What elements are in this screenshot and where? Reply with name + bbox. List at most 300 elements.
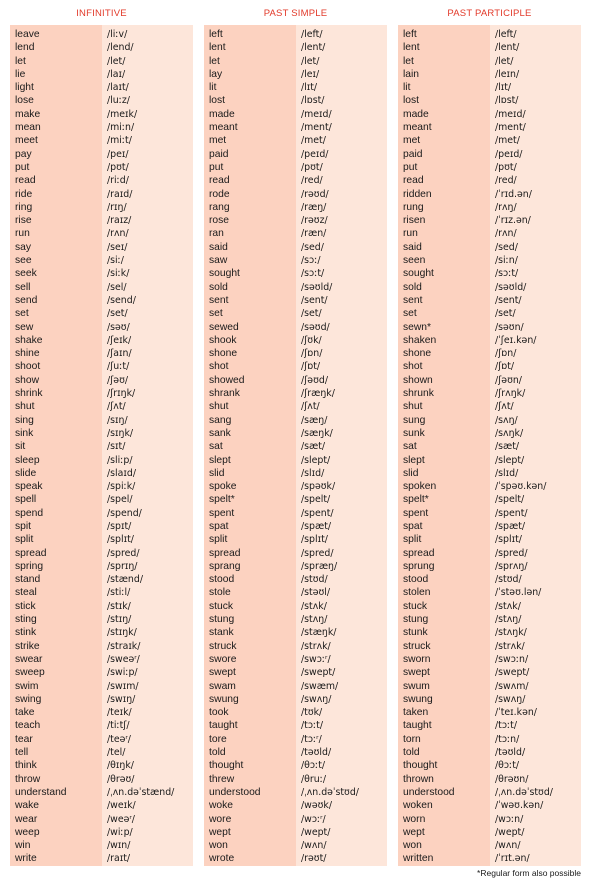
verb-row — [398, 148, 581, 161]
pronunciation: /swɔːn/ — [495, 653, 529, 665]
pronunciation: /peɪ/ — [107, 148, 129, 160]
verb-form: lent — [403, 42, 420, 54]
pronunciation: /spred/ — [495, 547, 528, 559]
verb-row — [10, 826, 193, 839]
pronunciation: /miːt/ — [107, 135, 132, 147]
verb-row — [10, 55, 193, 68]
verb-row — [10, 454, 193, 467]
verb-form: wept — [403, 826, 425, 838]
pronunciation: /rəʊt/ — [301, 853, 327, 865]
verb-form: understood — [209, 786, 261, 798]
pronunciation: /ʃræŋk/ — [301, 388, 335, 400]
verb-row — [204, 41, 387, 54]
pronunciation: /strʌk/ — [495, 640, 525, 652]
verb-row — [10, 759, 193, 772]
verb-row — [10, 852, 193, 865]
verb-form: shook — [209, 334, 237, 346]
pronunciation: /stʊd/ — [495, 574, 522, 586]
verb-row — [10, 281, 193, 294]
verb-form: swam — [209, 680, 236, 692]
pronunciation: /tɔːt/ — [301, 720, 323, 732]
pronunciation: /sprɪŋ/ — [107, 560, 138, 572]
verb-form: sought — [403, 268, 434, 280]
verb-form: spread — [403, 547, 435, 559]
verb-row — [204, 347, 387, 360]
verb-row — [204, 214, 387, 227]
verb-row — [204, 467, 387, 480]
verb-form: rise — [15, 215, 32, 227]
pronunciation: /rʌn/ — [107, 228, 129, 240]
verb-row — [398, 640, 581, 653]
pronunciation: /θruː/ — [301, 773, 327, 785]
verb-form: shut — [15, 401, 35, 413]
verb-form: stood — [403, 574, 429, 586]
verb-form: tore — [209, 733, 227, 745]
verb-row — [398, 201, 581, 214]
verb-row — [204, 55, 387, 68]
verb-row — [398, 387, 581, 400]
verb-row — [204, 520, 387, 533]
verb-row — [10, 773, 193, 786]
verb-form: meet — [15, 135, 38, 147]
verb-row — [10, 719, 193, 732]
verb-form: sank — [209, 427, 231, 439]
verb-form: made — [209, 108, 235, 120]
verb-form: saw — [209, 255, 228, 267]
verb-form: spread — [209, 547, 241, 559]
verb-form: ridden — [403, 188, 432, 200]
pronunciation: /wɪn/ — [107, 840, 131, 852]
pronunciation: /swept/ — [495, 667, 530, 679]
verb-form: sewed — [209, 321, 239, 333]
verb-row — [204, 121, 387, 134]
verb-row — [204, 374, 387, 387]
verb-form: steal — [15, 587, 37, 599]
verb-form: swung — [209, 693, 239, 705]
verb-form: ring — [15, 201, 33, 213]
verb-form: sought — [209, 268, 240, 280]
verb-form: stand — [15, 574, 41, 586]
verb-row — [398, 759, 581, 772]
verb-row — [398, 680, 581, 693]
verb-form: slide — [15, 467, 37, 479]
pronunciation: /sɪt/ — [107, 441, 126, 453]
verb-form: swear — [15, 653, 43, 665]
pronunciation: /left/ — [495, 29, 517, 40]
pronunciation: /tɔːt/ — [495, 720, 517, 732]
verb-row — [398, 666, 581, 679]
verb-row — [398, 174, 581, 187]
pronunciation: /təʊld/ — [301, 747, 332, 759]
verb-row — [204, 533, 387, 546]
verb-form: thrown — [403, 773, 434, 785]
verb-form: lie — [15, 68, 26, 80]
verb-form: pay — [15, 148, 32, 160]
verb-row — [398, 813, 581, 826]
verb-row — [204, 586, 387, 599]
verb-row — [10, 28, 193, 41]
verb-form: lent — [209, 42, 226, 54]
verb-row — [398, 55, 581, 68]
verb-form: tear — [15, 733, 33, 745]
verb-form: met — [403, 135, 421, 147]
verb-row — [204, 573, 387, 586]
pronunciation: /ʃəʊ/ — [107, 374, 129, 386]
pronunciation: /swɔːʳ/ — [301, 653, 331, 665]
verb-form: stuck — [403, 600, 428, 612]
pronunciation: /sprʌŋ/ — [495, 560, 528, 572]
verb-row — [10, 400, 193, 413]
pronunciation: /weɪk/ — [107, 800, 136, 812]
verb-row — [398, 786, 581, 799]
pronunciation: /sɔː/ — [301, 255, 321, 267]
verb-row — [10, 41, 193, 54]
verb-form: swung — [403, 693, 433, 705]
pronunciation: /ʃuːt/ — [107, 361, 130, 373]
verb-form: run — [15, 228, 30, 240]
pronunciation: /spend/ — [107, 507, 142, 519]
verb-form: spelt* — [209, 494, 235, 506]
pronunciation: /lend/ — [107, 42, 134, 54]
pronunciation: /riːd/ — [107, 175, 129, 187]
verb-form: read — [403, 175, 424, 187]
verb-form: weep — [15, 826, 40, 838]
verb-form: spit — [15, 520, 32, 532]
pronunciation: /siːn/ — [495, 255, 518, 267]
verb-form: sworn — [403, 653, 431, 665]
verb-form: win — [15, 840, 31, 852]
verb-row — [398, 360, 581, 373]
verb-form: stung — [209, 614, 235, 626]
pronunciation: /ʃɒt/ — [301, 361, 321, 373]
verb-row — [398, 626, 581, 639]
verb-form: slid — [403, 467, 419, 479]
verb-row — [398, 108, 581, 121]
verb-row — [10, 706, 193, 719]
verb-form: said — [209, 241, 228, 253]
pronunciation: /sæt/ — [495, 441, 520, 453]
verb-form: make — [15, 108, 41, 120]
verb-row — [10, 653, 193, 666]
pronunciation: /seɪ/ — [107, 241, 128, 253]
pronunciation: /səʊld/ — [301, 281, 333, 293]
verb-form: spend — [15, 507, 44, 519]
pronunciation: /sed/ — [495, 241, 518, 253]
verb-form: lay — [209, 68, 223, 80]
pronunciation: /ˈstəʊ.lən/ — [495, 587, 542, 599]
pronunciation: /swæm/ — [301, 680, 339, 692]
verb-row — [398, 267, 581, 280]
verb-row — [204, 68, 387, 81]
pronunciation: /ʃɒn/ — [495, 348, 517, 360]
pronunciation: /tʊk/ — [301, 707, 323, 719]
pronunciation: /səʊd/ — [301, 321, 330, 333]
verb-form: split — [15, 534, 34, 546]
verb-form: showed — [209, 374, 245, 386]
verb-form: struck — [403, 640, 431, 652]
pronunciation: /splɪt/ — [301, 534, 328, 546]
pronunciation: /rɪŋ/ — [107, 201, 127, 213]
verb-row — [398, 94, 581, 107]
pronunciation: /peɪd/ — [495, 148, 523, 160]
verb-row — [10, 321, 193, 334]
verb-row — [398, 533, 581, 546]
verb-form: sewn* — [403, 321, 432, 333]
pronunciation: /ˈrɪt.ən/ — [495, 853, 530, 865]
verb-form: split — [403, 534, 422, 546]
pronunciation: /wəʊk/ — [301, 800, 332, 812]
pronunciation: /sed/ — [301, 241, 324, 253]
verb-form: sold — [209, 281, 228, 293]
verb-row — [10, 108, 193, 121]
verb-form: split — [209, 534, 228, 546]
verb-row — [204, 719, 387, 732]
verb-form: spat — [209, 520, 229, 532]
pronunciation: /θrəʊn/ — [495, 773, 529, 785]
pronunciation: /ˌʌn.dəˈstænd/ — [107, 786, 175, 798]
verb-form: worn — [403, 813, 426, 825]
pronunciation: /spəʊk/ — [301, 481, 336, 493]
verb-row — [204, 427, 387, 440]
verb-form: wept — [209, 826, 231, 838]
verb-form: swum — [403, 680, 430, 692]
pronunciation: /lɒst/ — [495, 95, 519, 107]
verb-form: slid — [209, 467, 225, 479]
pronunciation: /splɪt/ — [107, 534, 134, 546]
pronunciation: /ˌʌn.dəˈstʊd/ — [495, 786, 553, 798]
verb-form: rose — [209, 215, 230, 227]
pronunciation: /rəʊz/ — [301, 215, 328, 227]
pronunciation: /luːz/ — [107, 95, 130, 107]
verb-form: meant — [209, 122, 238, 134]
pronunciation: /set/ — [301, 308, 322, 320]
verb-row — [10, 267, 193, 280]
verb-form: speak — [15, 481, 43, 493]
pronunciation: /weəʳ/ — [107, 813, 135, 825]
verb-row — [204, 560, 387, 573]
pronunciation: /ment/ — [301, 122, 332, 134]
pronunciation: /swiːp/ — [107, 667, 138, 679]
verb-row — [204, 414, 387, 427]
pronunciation: /stæŋk/ — [301, 627, 337, 639]
pronunciation: /pʊt/ — [301, 161, 323, 173]
verb-row — [204, 400, 387, 413]
verb-form: lain — [403, 68, 420, 80]
verb-form: spent — [209, 507, 235, 519]
pronunciation: /ment/ — [495, 122, 526, 134]
verb-form: sell — [15, 281, 31, 293]
verb-form: taken — [403, 707, 429, 719]
verb-row — [10, 600, 193, 613]
verb-row — [398, 254, 581, 267]
verb-form: stuck — [209, 600, 234, 612]
pronunciation: /swɪm/ — [107, 680, 139, 692]
pronunciation: /ˈteɪ.kən/ — [495, 707, 537, 719]
verb-row — [398, 693, 581, 706]
verb-form: shot — [403, 361, 423, 373]
verb-row — [204, 148, 387, 161]
pronunciation: /send/ — [107, 294, 136, 306]
pronunciation: /red/ — [301, 175, 323, 187]
verb-row — [398, 467, 581, 480]
verb-form: seen — [403, 255, 426, 267]
verb-form: think — [15, 760, 37, 772]
pronunciation: /lɪt/ — [495, 82, 512, 94]
pronunciation: /səʊld/ — [495, 281, 527, 293]
verb-row — [204, 826, 387, 839]
pronunciation: /tɔːʳ/ — [301, 733, 322, 745]
verb-row — [204, 493, 387, 506]
pronunciation: /pʊt/ — [107, 161, 129, 173]
verb-form: rang — [209, 201, 230, 213]
pronunciation: /wʌn/ — [301, 840, 327, 852]
verb-row — [204, 786, 387, 799]
verb-row — [204, 706, 387, 719]
verb-form: sung — [403, 414, 426, 426]
pronunciation: /tɔːn/ — [495, 733, 520, 745]
verb-form: set — [209, 308, 223, 320]
verb-row — [204, 547, 387, 560]
column-body — [204, 25, 387, 866]
verb-row — [10, 680, 193, 693]
pronunciation: /stʌk/ — [301, 600, 327, 612]
pronunciation: /wɔːn/ — [495, 813, 524, 825]
verb-row — [398, 241, 581, 254]
pronunciation: /teəʳ/ — [107, 733, 131, 745]
verb-row — [398, 493, 581, 506]
pronunciation: /ʃrʌŋk/ — [495, 388, 526, 400]
verb-form: ran — [209, 228, 224, 240]
verb-row — [10, 480, 193, 493]
verb-row — [204, 454, 387, 467]
pronunciation: /wept/ — [301, 826, 331, 838]
verb-form: stung — [403, 614, 429, 626]
verb-row — [204, 267, 387, 280]
verb-form: sang — [209, 414, 232, 426]
pronunciation: /swʌŋ/ — [301, 693, 332, 705]
verb-form: run — [403, 228, 418, 240]
pronunciation: /θrəʊ/ — [107, 773, 135, 785]
verb-form: sent — [403, 294, 423, 306]
verb-row — [10, 161, 193, 174]
pronunciation: /spæt/ — [301, 520, 332, 532]
pronunciation: /raɪd/ — [107, 188, 133, 200]
pronunciation: /ʃʌt/ — [301, 401, 320, 413]
verb-row — [204, 746, 387, 759]
pronunciation: /spred/ — [301, 547, 334, 559]
verb-form: shot — [209, 361, 229, 373]
verb-row — [10, 839, 193, 852]
verb-row — [398, 613, 581, 626]
pronunciation: /tiːtʃ/ — [107, 720, 130, 732]
verb-form: shrink — [15, 388, 43, 400]
pronunciation: /straɪk/ — [107, 640, 141, 652]
pronunciation: /swʌm/ — [495, 680, 529, 692]
pronunciation: /lent/ — [301, 42, 326, 54]
pronunciation: /sɪŋk/ — [107, 427, 134, 439]
verb-row — [204, 613, 387, 626]
pronunciation: /spel/ — [107, 494, 133, 506]
footnote: *Regular form also possible — [477, 868, 581, 878]
pronunciation: /siːk/ — [107, 268, 130, 280]
verb-form: won — [209, 840, 228, 852]
pronunciation: /let/ — [301, 55, 320, 67]
verb-form: made — [403, 108, 429, 120]
verb-form: leave — [15, 29, 40, 40]
verb-form: sleep — [15, 454, 40, 466]
verb-form: wore — [209, 813, 232, 825]
pronunciation: /ræŋ/ — [301, 201, 327, 213]
pronunciation: /wept/ — [495, 826, 525, 838]
verb-form: sing — [15, 414, 34, 426]
pronunciation: /spiːk/ — [107, 481, 136, 493]
verb-form: lost — [403, 95, 420, 107]
verb-form: stank — [209, 627, 234, 639]
verb-form: left — [209, 29, 223, 40]
pronunciation: /spæt/ — [495, 520, 526, 532]
verb-form: lit — [209, 82, 217, 94]
pronunciation: /spelt/ — [495, 494, 525, 506]
verb-form: set — [403, 308, 417, 320]
verb-row — [398, 826, 581, 839]
verb-form: sprung — [403, 560, 435, 572]
verb-row — [204, 799, 387, 812]
verb-form: send — [15, 294, 38, 306]
verb-row — [398, 852, 581, 865]
verb-form: wrote — [209, 853, 235, 865]
verb-row — [398, 799, 581, 812]
verb-form: wake — [15, 800, 40, 812]
verb-form: spoken — [403, 481, 437, 493]
verb-form: say — [15, 241, 32, 253]
verb-row — [204, 188, 387, 201]
verb-form: see — [15, 255, 32, 267]
verb-form: let — [403, 55, 414, 67]
verb-row — [398, 440, 581, 453]
verb-row — [204, 680, 387, 693]
pronunciation: /let/ — [495, 55, 514, 67]
verb-form: stolen — [403, 587, 431, 599]
pronunciation: /miːn/ — [107, 122, 135, 134]
pronunciation: /stʌŋk/ — [495, 627, 527, 639]
verb-row — [398, 347, 581, 360]
verb-form: ride — [15, 188, 33, 200]
column-body — [10, 25, 193, 866]
verb-form: spoke — [209, 481, 237, 493]
verb-form: seek — [15, 268, 37, 280]
verb-form: slept — [209, 454, 231, 466]
verb-form: sit — [15, 441, 26, 453]
verb-form: shaken — [403, 334, 437, 346]
verb-row — [204, 653, 387, 666]
verb-row — [398, 719, 581, 732]
pronunciation: /left/ — [301, 29, 323, 40]
verb-row — [10, 347, 193, 360]
verb-row — [10, 360, 193, 373]
verb-form: paid — [209, 148, 229, 160]
verb-form: write — [15, 853, 37, 865]
verb-form: understand — [15, 786, 67, 798]
verb-row — [204, 174, 387, 187]
verb-row — [10, 148, 193, 161]
verb-form: shake — [15, 334, 43, 346]
pronunciation: /stiːl/ — [107, 587, 131, 599]
verb-row — [204, 241, 387, 254]
pronunciation: /ˌʌn.dəˈstʊd/ — [301, 786, 359, 798]
verb-form: let — [209, 55, 220, 67]
verb-row — [204, 640, 387, 653]
verb-row — [398, 560, 581, 573]
